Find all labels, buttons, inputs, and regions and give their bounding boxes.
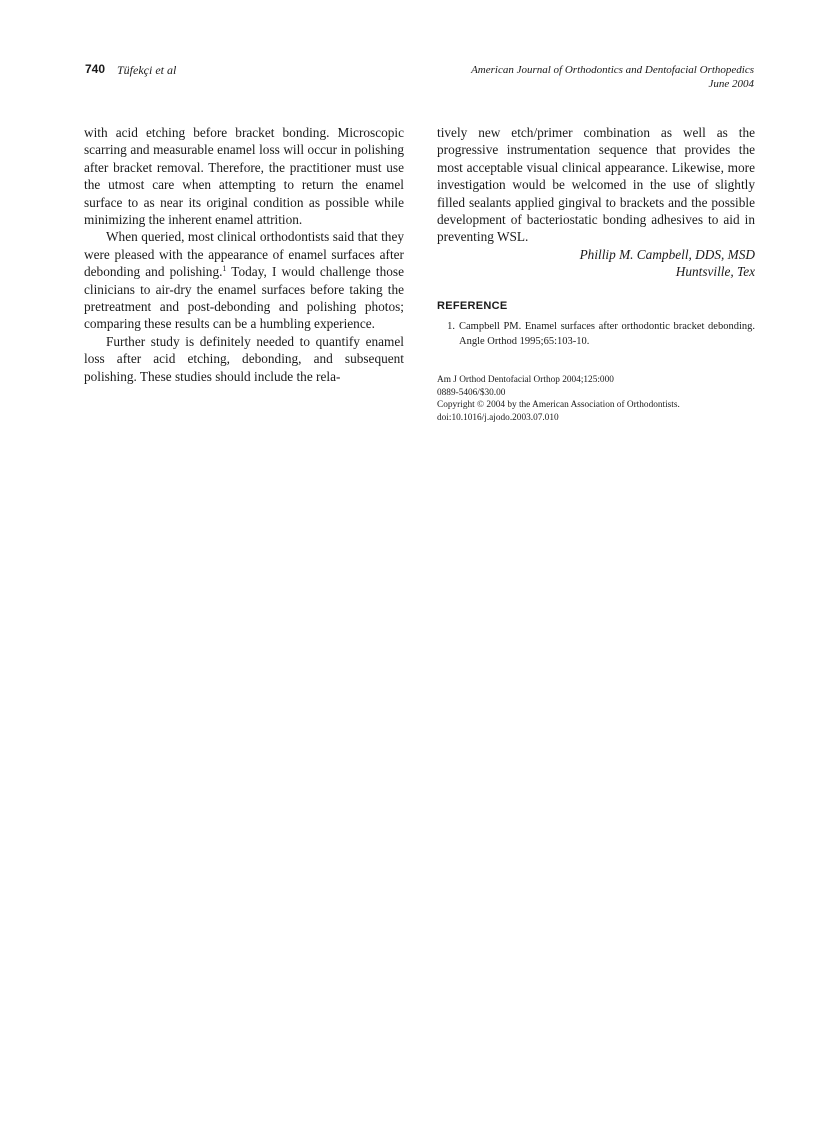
journal-title: American Journal of Orthodontics and Dentofacial Orthopedics — [471, 64, 754, 76]
page-number: 740 — [85, 62, 106, 76]
reference-heading: REFERENCE — [437, 300, 508, 312]
reference-text: Campbell PM. Enamel surfaces after orthodontic bracket debonding. Angle Orthod 1995;65:103-10. — [459, 321, 755, 347]
paragraph-2 — [84, 228, 404, 332]
left-column — [84, 124, 404, 385]
reference-item — [437, 320, 755, 349]
citation-superscript: 1 — [222, 264, 227, 274]
journal-header — [471, 63, 754, 91]
article-citation — [437, 374, 680, 424]
reference-list — [437, 320, 755, 349]
paragraph-4: tively new etch/primer combination as well as the progressive instrumentation sequence that provides the most acceptable visual clinical appearance. Likewise, more investigation would be welcomed in the use of slightly filled sealants applied gingival to brackets and the possible development of bacteriostatic bonding adhesives to aid in preventing WSL. — [437, 125, 755, 245]
running-author: Tüfekçi et al — [117, 63, 177, 77]
citation-doi: doi:10.1016/j.ajodo.2003.07.010 — [437, 412, 559, 423]
paragraph-3: Further study is definitely needed to quantify enamel loss after acid etching, debonding, and subsequent polishing. These studies should include the rela- — [84, 333, 404, 384]
paragraph-1: with acid etching before bracket bonding. Microscopic scarring and measurable enamel loss will occur in polishing after bracket removal. Therefore, the practitioner must use the utmost care when attempting to return the enamel surface to as near its original condition as possible while minimizing the inherent enamel attrition. — [84, 125, 404, 228]
issue-date: June 2004 — [708, 78, 754, 90]
author-signature: Phillip M. Campbell, DDS, MSD — [579, 246, 755, 262]
citation-journal: Am J Orthod Dentofacial Orthop 2004;125:000 — [437, 375, 614, 385]
reference-number: 1. — [447, 321, 455, 332]
citation-price: 0889-5406/$30.00 — [437, 387, 506, 398]
right-column — [437, 124, 755, 281]
paragraph-2-start: When queried, most clinical orthodontists said that they were pleased with the appearance of enamel surfaces after debonding and polishing. — [84, 229, 404, 280]
author-location: Huntsville, Tex — [675, 264, 755, 280]
citation-copyright: Copyright © 2004 by the American Association of Orthodontists. — [437, 400, 680, 410]
paragraph-2-end: Today, I would challenge those clinicians to air-dry the enamel surfaces before taking the pretreatment and post-debonding and polishing photos; comparing these results can be a humbling experience. — [84, 264, 405, 332]
